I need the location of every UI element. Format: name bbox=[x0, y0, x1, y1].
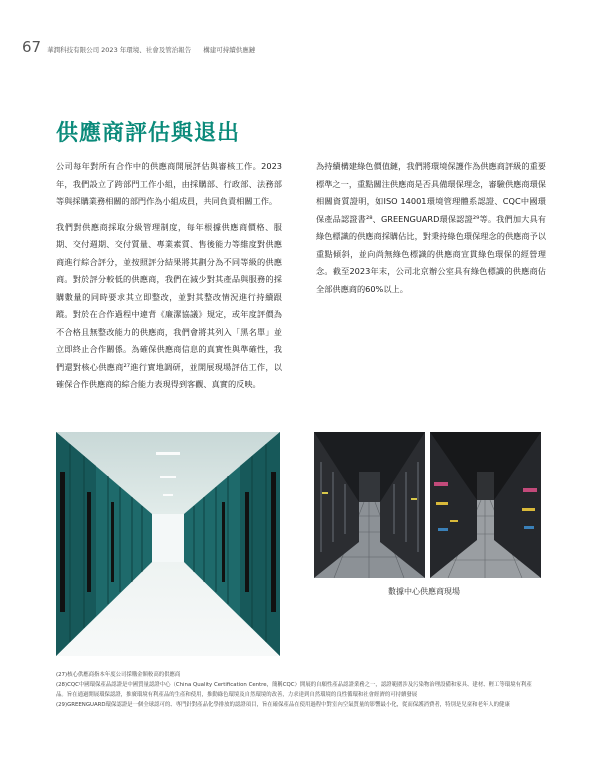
footnote: (27)核心供應商指本年度公司採購金額較高的供應商 bbox=[56, 672, 181, 678]
paragraph: 我們對供應商採取分級管理制度，每年根據供應商價格、服期、交付週期、交付質量、專業素質、售後能力等維度對供應商進行綜合評分，並按照評分結果將其劃分為不同等級的供應商。對於評分較低的供應商，我們在減少對其產品與服務的採購數量的同時要求其立即整改，並對其整改情況進行持續跟蹤。對於在合作過程中違背《廉潔協議》規定，或年度評價為不合格且無整改能力的供應商，我們會將其列入「黑名單」並立即終止合作關係。為確保供應商信息的真實性與準確性，我們還對核心供應商²⁷進行實地調研，並開展現場評估工作，以確保合作供應商的綜合能力表現得到客觀、真實的反映。 bbox=[56, 221, 282, 389]
server-room-photo-2 bbox=[430, 432, 541, 578]
photo-caption: 數據中心供應商現場 bbox=[388, 587, 460, 596]
data-center-corridor-photo bbox=[56, 432, 280, 656]
page-number: 67 bbox=[22, 38, 42, 56]
report-title: 華潤科技有限公司 2023 年環境、社會及管治報告 bbox=[47, 46, 192, 54]
right-column bbox=[316, 158, 546, 306]
chapter-title: 構建可持續供應鏈 bbox=[203, 46, 256, 54]
corridor-illustration bbox=[56, 432, 280, 656]
section-title: 供應商評估與退出 bbox=[56, 121, 241, 146]
server-room-photo-1 bbox=[314, 432, 425, 578]
paragraph: 為持續構建綠色價值鏈，我們將環境保護作為供應商評級的重要標準之一，重點關注供應商是否具備環保理念，審驗供應商環保相關資質證明，如ISO 14001環境管理體系認證、CQC中國環保產品認證書²⁸、GREENGUARD環保認證²⁹等。我們加大具有綠色標識的供應商採購佔比，對秉持綠色環保理念的供應商予以重點傾斜，並向尚無綠色標識的供應商宣貫綠色環保的經營理念。截至2023年末，公司北京辦公室具有綠色標識的供應商佔全部供應商的60%以上。 bbox=[316, 161, 546, 294]
footnote: (29)GREENGUARD環保認證是一個全球認可的、專門針對產品化學排放的認證項目，旨在確保產品在使用過程中對室內空氣質量的影響最小化，從而保護消費者，特別是兒童和老年人的健康 bbox=[56, 702, 510, 708]
server-room-illustration bbox=[314, 432, 425, 578]
footnote: (28)CQC中國環保產品認證是中國質量認證中心（China Quality Certification Centre，簡稱CQC）開展的自願性產品認證業務之一，認證範圍涉及污染物治理設備和家具、建材、輕工等環境有利產品。旨在通過開展環保認證，推廣環境有利產品的生產和使用，推動綠色環境及自然環境的改善，力求達到自然環境的良性循環和社會經濟的可持續發展 bbox=[56, 682, 532, 698]
left-column bbox=[56, 158, 282, 402]
server-cabling-illustration bbox=[430, 432, 541, 578]
page-header bbox=[22, 38, 255, 54]
paragraph: 公司每年對所有合作中的供應商開展評估與審核工作。2023年，我們設立了跨部門工作小組，由採購部、行政部、法務部等與採購業務相關的部門作為小組成員，共同負責相關工作。 bbox=[56, 161, 282, 206]
footnotes bbox=[56, 670, 540, 710]
